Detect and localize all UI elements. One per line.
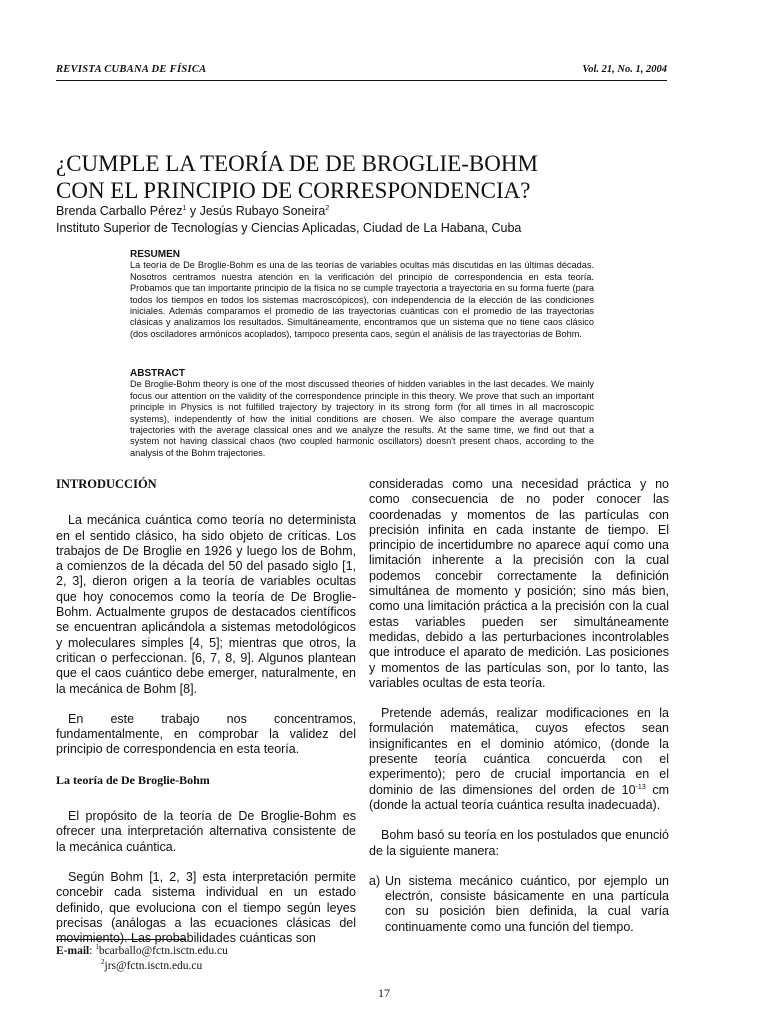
author-2-affil: 2 [325, 204, 330, 212]
exponent: -13 [635, 783, 646, 791]
abstract-text: De Broglie-Bohm theory is one of the most discussed theories of hidden variables in the last decades. We mainly focus our attention on the validity of the correspondence principle in this theory. We prove that such an important principle in Physics is not fulfilled trajectory by trajectory in its strong form (for all times in all macroscopic systems), independently of how the initial conditions are chosen. We also compare the average quantum trajectories with the average classical ones and we analyze the results. At the same time, we find out that a system not having classical chaos (two coupled harmonic oscillators) doesn't present chaos, according to the analysis of the Bohm trajectories. [130, 379, 594, 458]
paper-title [56, 150, 696, 204]
resumen-block [130, 249, 594, 340]
page-number: 17 [378, 986, 390, 1000]
abstract-heading: ABSTRACT [130, 368, 185, 379]
paragraph: Bohm basó su teoría en los postulados que enunció de la siguiente manera: [369, 828, 669, 858]
journal-name: REVISTA CUBANA DE FÍSICA [56, 64, 207, 75]
paragraph: La mecánica cuántica como teoría no determinista en el sentido clásico, ha sido objeto de críticas. Los trabajos de De Broglie en 1926 y luego los de Bohm, a comienzos de la década del 50 del pasado siglo [1, 2, 3], dieron origen a la teoría de variables ocultas que hoy conocemos como la teoría de De Broglie-Bohm. Actualmente grupos de destacados científicos se encuentran aplicándola a sistemas metodológicos y moleculares simples [4, 5]; mientras que otros, la critican o perfeccionan. [6, 7, 8, 9]. Algunos plantean que el caos cuántico debe emerger, naturalmente, en la mecánica de Bohm [8]. [56, 513, 356, 696]
right-column [369, 477, 669, 935]
paragraph: En este trabajo nos concentramos, fundamentalmente, en comprobar la validez del principio de correspondencia en esta teoría. [56, 711, 356, 757]
left-column [56, 477, 356, 961]
title-line-2: CON EL PRINCIPIO DE CORRESPONDENCIA? [56, 178, 531, 203]
footnote-divider [56, 939, 186, 940]
running-header [56, 64, 667, 81]
footnote-label: E-mail [56, 945, 90, 957]
email-link[interactable]: jrs@fctn.isctn.edu.cu [104, 960, 203, 972]
list-marker: a) [369, 873, 381, 888]
author-1: Brenda Carballo Pérez [56, 204, 183, 218]
footnote-sup: 1 [95, 943, 99, 952]
paragraph: consideradas como una necesidad práctica y no como consecuencia de no poder conocer las coordenadas y momentos de las partículas con precisión infinita en cada instante de tiempo. El principio de incertidumbre no aparece aquí como una limitación inherente a la precisión con la cual podemos concebir correctamente la definición simultánea de momento y posición; sino más bien, como una limitación práctica a la precisión con la cual estas variables pueden ser simultáneamente medidas, debido a las perturbaciones incontrolables que introduce el aparato de medición. Las posiciones y momentos de las partículas son, por lo tanto, las variables ocultas de esta teoría. [369, 477, 669, 690]
list-item [369, 874, 669, 935]
institution: Instituto Superior de Tecnologías y Ciencias Aplicadas, Ciudad de La Habana, Cuba [56, 221, 522, 235]
authors [56, 203, 329, 219]
resumen-text: La teoría de De Broglie-Bohm es una de las teorías de variables ocultas más discutidas en las últimas décadas. Nosotros centramos nuestra atención en la verificación del principio de correspondencia en esta teoría. Probamos que tan importante principio de la física no se cumple trayectoria a trayectoria en su forma fuerte (para todos los tiempos en todos los sistemas macroscópicos), con independencia de la elección de las condiciones iniciales. Además comparamos el promedio de las trayectorias cuánticas con el promedio de las trayectorias clásicas y analizamos los resultados. Simultáneamente, encontramos que un sistema que no tiene caos clásico (dos osciladores armónicos acoplados), tampoco presenta caos, según el análisis de las trayectorias de Bohm. [130, 260, 594, 339]
paragraph: El propósito de la teoría de De Broglie-Bohm es ofrecer una interpretación alternativa consistente de la mecánica cuántica. [56, 809, 356, 854]
author-1-affil: 1 [182, 204, 187, 212]
footnote-colon: : [89, 945, 96, 957]
resumen-heading: RESUMEN [130, 249, 181, 260]
paragraph-text: Pretende además, realizar modificaciones en la formulación matemática, cuyos efectos sean insignificantes en el dominio atómico, (donde la presente teoría cuántica concuerda con el experimento); pero de crucial importancia en el dominio de las dimensiones del orden de 10 [369, 706, 669, 797]
footnote-sup: 2 [101, 958, 105, 967]
volume-info: Vol. 21, No. 1, 2004 [582, 64, 667, 75]
abstract-block [130, 368, 594, 459]
paragraph: Según Bohm [1, 2, 3] esta interpretación permite concebir cada sistema individual en un estado definido, que evoluciona con el tiempo según leyes precisas (análogas a las ecuaciones clásicas del movimiento). Las probabilidades cuánticas son [56, 869, 356, 946]
paragraph [369, 706, 669, 813]
list-item-text: Un sistema mecánico cuántico, por ejemplo un electrón, consiste básicamente en una partícula con su posición bien definida, la cual varía continuamente como una función del tiempo. [385, 873, 669, 934]
subsection-heading: La teoría de De Broglie-Bohm [56, 772, 210, 787]
paragraph-text: cm (donde la actual teoría cuántica resulta inadecuada). [369, 782, 669, 812]
footnote [56, 944, 228, 974]
author-2: y Jesús Rubayo Soneira [186, 204, 326, 218]
title-line-1: ¿CUMPLE LA TEORÍA DE DE BROGLIE-BOHM [56, 151, 538, 176]
section-heading-introduccion: INTRODUCCIÓN [56, 477, 157, 491]
email-link[interactable]: bcarballo@fctn.isctn.edu.cu [98, 945, 228, 957]
